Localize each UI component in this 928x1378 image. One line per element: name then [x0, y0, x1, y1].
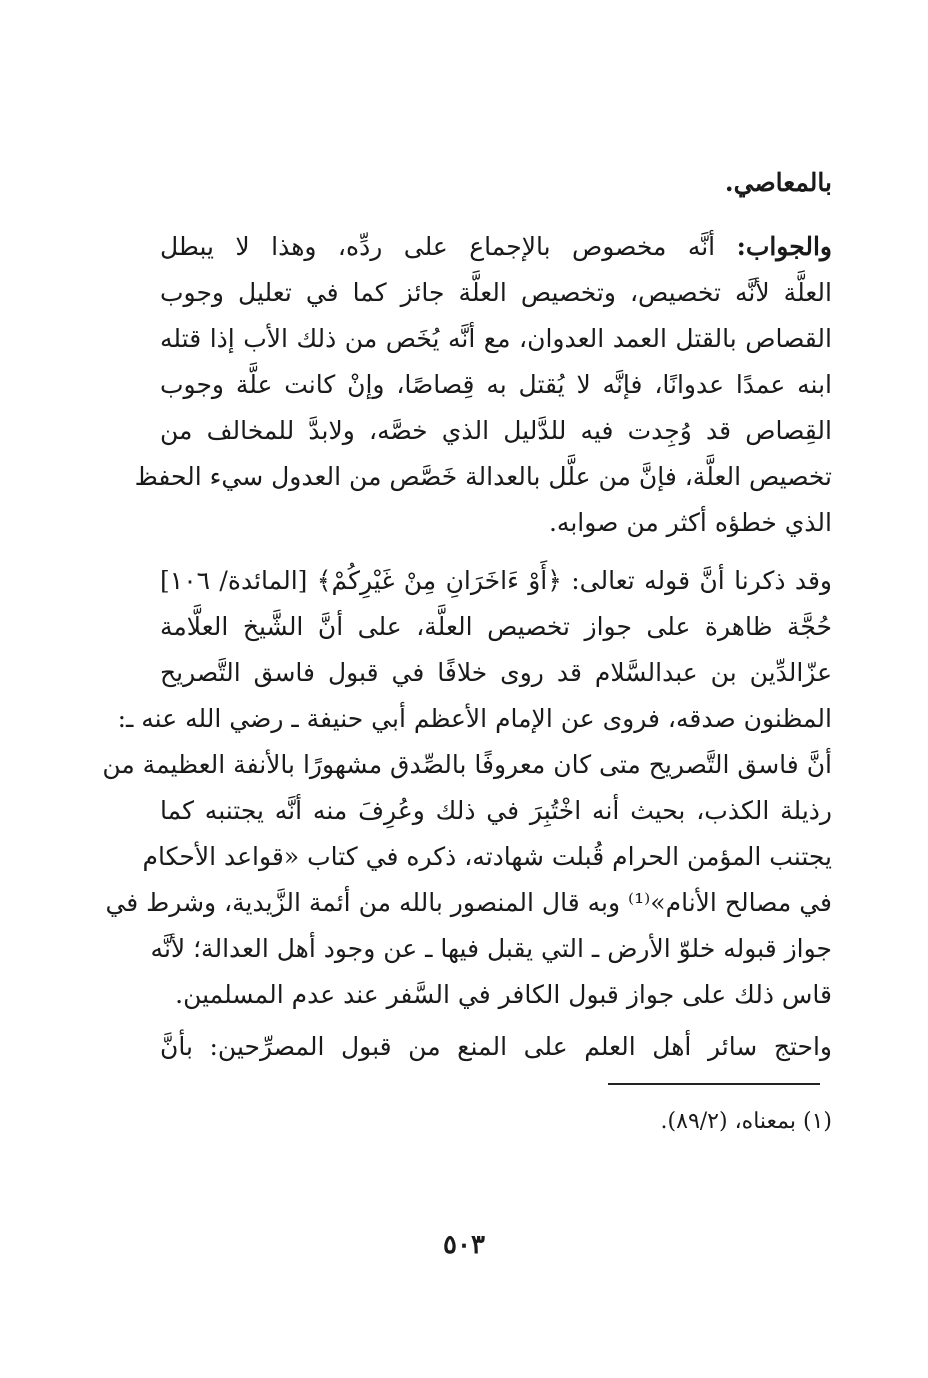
answer-label: والجواب: [736, 232, 832, 261]
text-line: العلَّة لأنَّه تخصيص، وتخصيص العلَّة جائز كما في تعليل وجوب [160, 278, 832, 307]
text-line-content: أنَّه مخصوص بالإجماع على ردِّه، وهذا لا يبطل [160, 232, 737, 261]
text-line: حُجَّة ظاهرة على جواز تخصيص العلَّة، على أنَّ الشَّيخ العلَّامة [160, 612, 832, 641]
text-line: واحتج سائر أهل العلم على المنع من قبول المصرِّحين: بأنَّ [160, 1032, 832, 1061]
paragraph-answer [134, 224, 832, 546]
text-line: أنَّ فاسق التَّصريح متى كان معروفًا بالصِّدق مشهورًا بالأنفة العظيمة من [102, 750, 832, 779]
text-line: تخصيص العلَّة، فإنَّ من علَّل بالعدالة خَصَّص من العدول سيء الحفظ [134, 462, 832, 491]
text-line [160, 224, 832, 270]
text-line: رذيلة الكذب، بحيث أنه اخْتُبِرَ في ذلك وعُرِفَ منه أنَّه يجتنبه كما [160, 796, 832, 825]
text-line: بالمعاصي. [724, 168, 832, 197]
text-line: جواز قبوله خلوّ الأرض ـ التي يقبل فيها ـ عن وجود أهل العدالة؛ لأنَّه [150, 934, 832, 963]
page-number: ٥٠٣ [443, 1230, 485, 1260]
paragraph-intro [160, 160, 832, 206]
text-line: الذي خطؤه أكثر من صوابه. [548, 508, 832, 537]
paragraph-objection [160, 1024, 832, 1070]
text-line: قاس ذلك على جواز قبول الكافر في السَّفر عند عدم المسلمين. [175, 980, 832, 1009]
paragraph-evidence [102, 558, 832, 1018]
text-line: المظنون صدقه، فروى عن الإمام الأعظم أبي حنيفة ـ رضي الله عنه ـ: [117, 704, 832, 733]
text-line: ابنه عمدًا عدوانًا، فإنَّه لا يُقتل به قِصاصًا، وإنْ كانت علَّة وجوب [160, 370, 832, 399]
text-line: القصاص بالقتل العمد العدوان، مع أنَّه يُخَص من ذلك الأب إذا قتله [160, 324, 832, 353]
text-line: القِصاص قد وُجِدت فيه للدَّليل الذي خصَّه، ولابدَّ للمخالف من [160, 416, 832, 445]
footnote: (١) بمعناه، (٨٩/٢). [660, 1109, 832, 1134]
text-line: وقد ذكرنا أنَّ قوله تعالى: ﴿أَوْ ءَاخَرَانِ مِنْ غَيْرِكُمْ﴾ [المائدة/ ١٠٦] [160, 566, 832, 595]
text-line: عزّالدِّين بن عبدالسَّلام قد روى خلافًا في قبول فاسق التَّصريح [160, 658, 832, 687]
text-line: في مصالح الأنام»⁽¹⁾ وبه قال المنصور بالله من أئمة الزَّيدية، وشرط في [105, 888, 832, 917]
text-line: يجتنب المؤمن الحرام قُبلت شهادته، ذكره في كتاب «قواعد الأحكام [142, 842, 832, 871]
footnote-divider [608, 1083, 820, 1085]
